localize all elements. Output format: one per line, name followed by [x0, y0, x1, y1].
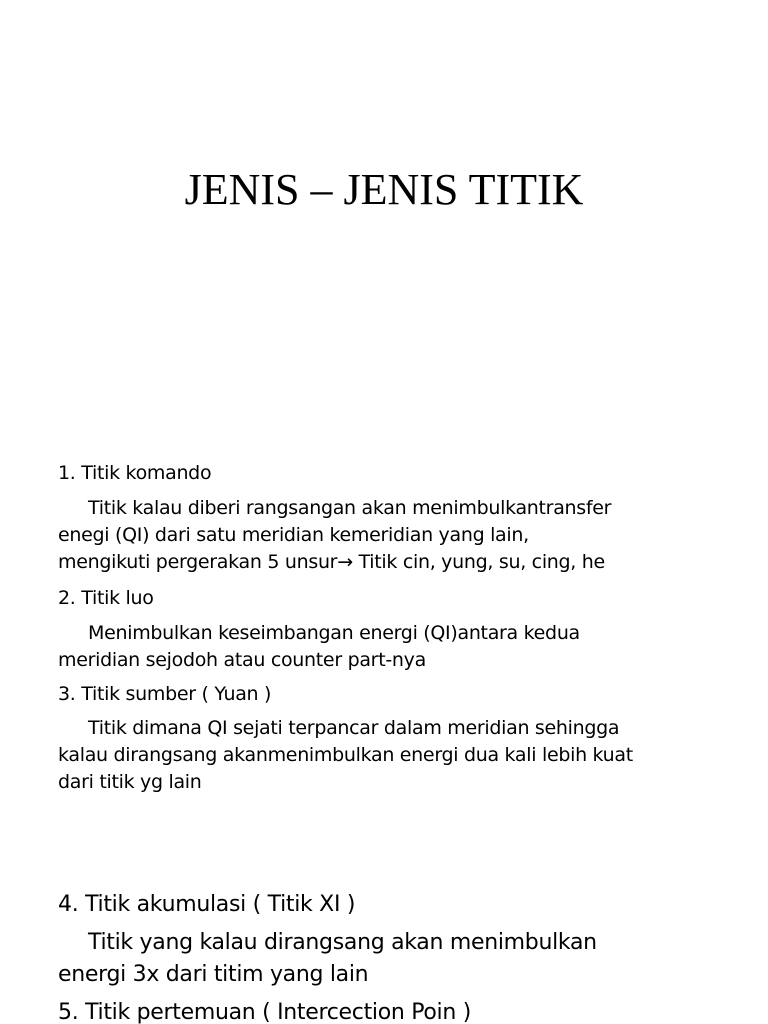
item-5-heading: 5. Titik pertemuan ( Intercection Poin ) [58, 1000, 471, 1024]
item-1-desc-line-1: Titik kalau diberi rangsangan akan menimbulkantransfer [88, 497, 612, 519]
item-1-heading: 1. Titik komando [58, 462, 212, 484]
item-1-desc-line-3-b: Titik cin, yung, su, cing, he [352, 551, 605, 573]
item-2-heading: 2. Titik luo [58, 587, 154, 609]
items-block-small [58, 460, 738, 796]
item-4-desc-line-2: energi 3x dari titim yang lain [58, 962, 369, 987]
item-3-desc-line-1: Titik dimana QI sejati terpancar dalam meridian sehingga [88, 717, 620, 739]
item-3-heading: 3. Titik sumber ( Yuan ) [58, 683, 272, 705]
items-block-large [58, 889, 738, 1024]
item-4-heading: 4. Titik akumulasi ( Titik XI ) [58, 892, 356, 917]
item-1-desc-line-3-a: mengikuti pergerakan 5 unsur [58, 551, 338, 573]
item-1-desc-line-3 [58, 549, 738, 576]
arrow-right-icon: → [337, 551, 353, 573]
item-3-desc-line-2: kalau dirangsang akanmenimbulkan energi dua kali lebih kuat [58, 744, 633, 766]
item-3-desc-line-3: dari titik yg lain [58, 771, 202, 793]
item-2-desc-line-1: Menimbulkan keseimbangan energi (QI)antara kedua [88, 622, 580, 644]
item-4-desc-line-1: Titik yang kalau dirangsang akan menimbulkan [88, 930, 597, 955]
item-2-desc-line-2: meridian sejodoh atau counter part-nya [58, 649, 426, 671]
slide-title: JENIS – JENIS TITIK [184, 165, 584, 214]
item-1-desc-line-2: enegi (QI) dari satu meridian kemeridian yang lain, [58, 524, 529, 546]
